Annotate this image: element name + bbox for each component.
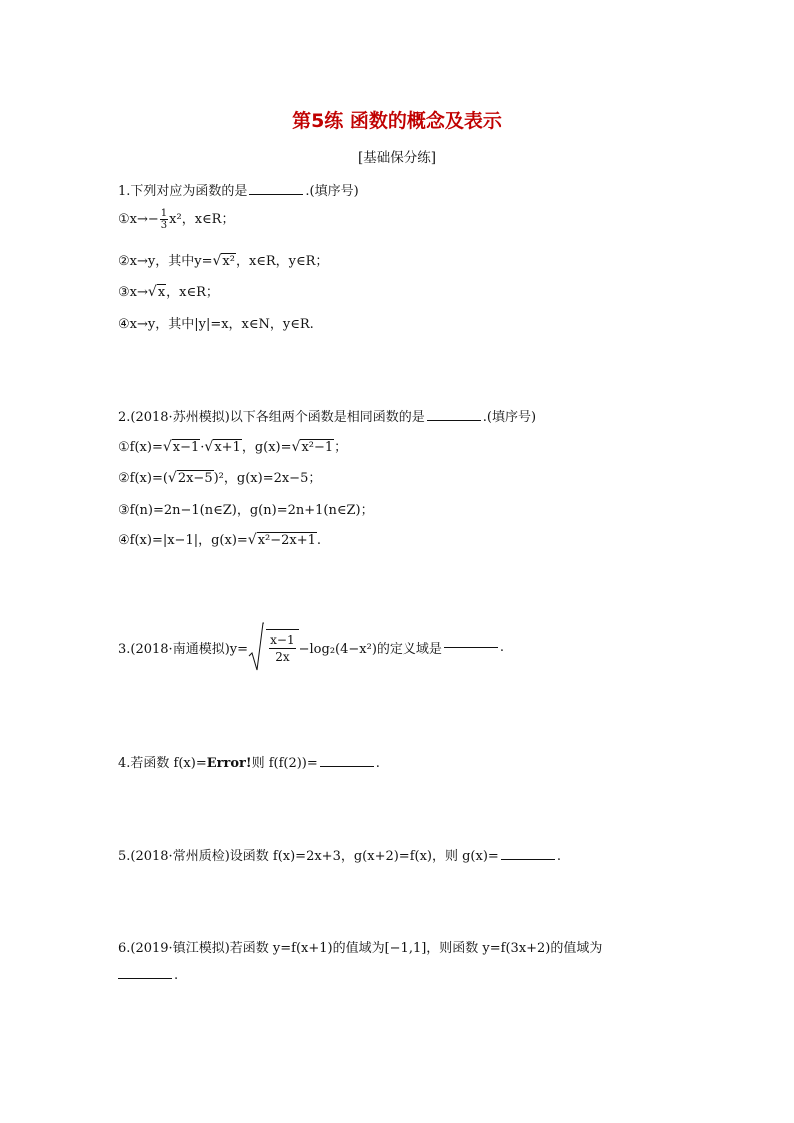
question-2-stem [118,406,536,425]
page-title: 第5练 函数的概念及表示 [292,110,502,132]
question-3 [118,622,504,672]
question-6-answer-line [118,968,178,983]
question-tail: . [499,639,505,655]
question-5 [118,845,561,864]
radicand: x²−1 [301,440,334,455]
fraction-numerator: 1 [160,208,168,219]
question-text: 3.(2018·南通模拟)y= [118,641,249,657]
option-text: ，x∈R，y∈R； [235,254,329,269]
question-text: 1.下列对应为函数的是 [118,184,248,199]
option-text: ③x→ [118,285,148,300]
radicand: 2x−5 [177,471,213,486]
option-text: ，x∈R； [166,285,219,300]
fraction [269,632,295,665]
radicand [266,629,298,665]
question-tail: . [556,849,561,864]
question-text: 4.若函数 f(x)= [118,756,207,771]
answer-blank[interactable] [444,646,498,648]
fraction-denominator: 2x [275,650,290,664]
radical-sign: √ [204,439,214,455]
question-text: 则 f(f(2))= [251,756,318,771]
error-text: Error! [206,756,252,771]
question-1-option-3 [118,281,219,300]
option-text: ①x→− [118,212,159,227]
answer-blank[interactable] [118,977,172,979]
question-1-stem [118,180,359,199]
radical-sign: √ [162,439,172,455]
option-text: x²，x∈R； [169,212,235,227]
question-2-option-3: ③f(n)=2n−1(n∈Z)，g(n)=2n+1(n∈Z)； [118,503,374,518]
question-2-option-1 [118,436,347,455]
radical-sign [248,622,264,672]
question-text: 5.(2018·常州质检)设函数 f(x)=2x+3，g(x+2)=f(x)，则 g(x)= [118,849,499,864]
radical-sign: √ [291,439,301,455]
fraction-denominator: 3 [160,220,168,231]
radical-sign: √ [247,532,257,548]
answer-blank[interactable] [249,193,303,195]
page-subtitle: [基础保分练] [357,150,437,166]
radicand: x+1 [214,440,241,455]
option-text: ； [334,440,348,455]
option-text: ④f(x)=|x−1|，g(x)= [118,533,248,548]
radicand: x²−2x+1 [257,533,316,548]
question-2-option-4 [118,529,321,548]
option-text: ②f(x)=( [118,471,168,486]
question-tail: .(填序号) [482,410,537,425]
fraction-numerator: x−1 [270,633,295,647]
question-1-option-1 [118,208,234,231]
question-1-option-4: ④x→y，其中|y|=x，x∈N，y∈R. [118,317,314,332]
option-text: )²，g(x)=2x−5； [213,471,322,486]
option-text: . [316,533,322,548]
question-6: 6.(2019·镇江模拟)若函数 y=f(x+1)的值域为[−1,1]，则函数 y=f(3x+2)的值域为 [118,941,603,956]
question-tail: . [375,756,380,771]
question-tail: . [174,968,179,983]
big-radical [248,622,299,672]
answer-blank[interactable] [320,765,374,767]
answer-blank[interactable] [427,419,481,421]
question-4 [118,752,380,771]
question-tail: .(填序号) [305,184,359,199]
answer-blank[interactable] [501,858,555,860]
option-text: ①f(x)= [118,440,163,455]
fraction [160,208,168,231]
question-1-option-2 [118,250,328,269]
radical-sign: √ [212,253,222,269]
radicand: x² [222,254,235,269]
radicand: x [157,285,166,300]
question-2-option-2 [118,467,321,486]
radical-sign: √ [147,284,157,300]
radical-sign: √ [167,470,177,486]
question-text: −log₂(4−x²)的定义域是 [298,641,442,657]
radicand: x−1 [172,440,200,455]
option-text: · [200,440,205,455]
question-text: 2.(2018·苏州模拟)以下各组两个函数是相同函数的是 [118,410,425,425]
option-text: ，g(x)= [241,440,292,455]
option-text: ②x→y，其中y= [118,254,213,269]
